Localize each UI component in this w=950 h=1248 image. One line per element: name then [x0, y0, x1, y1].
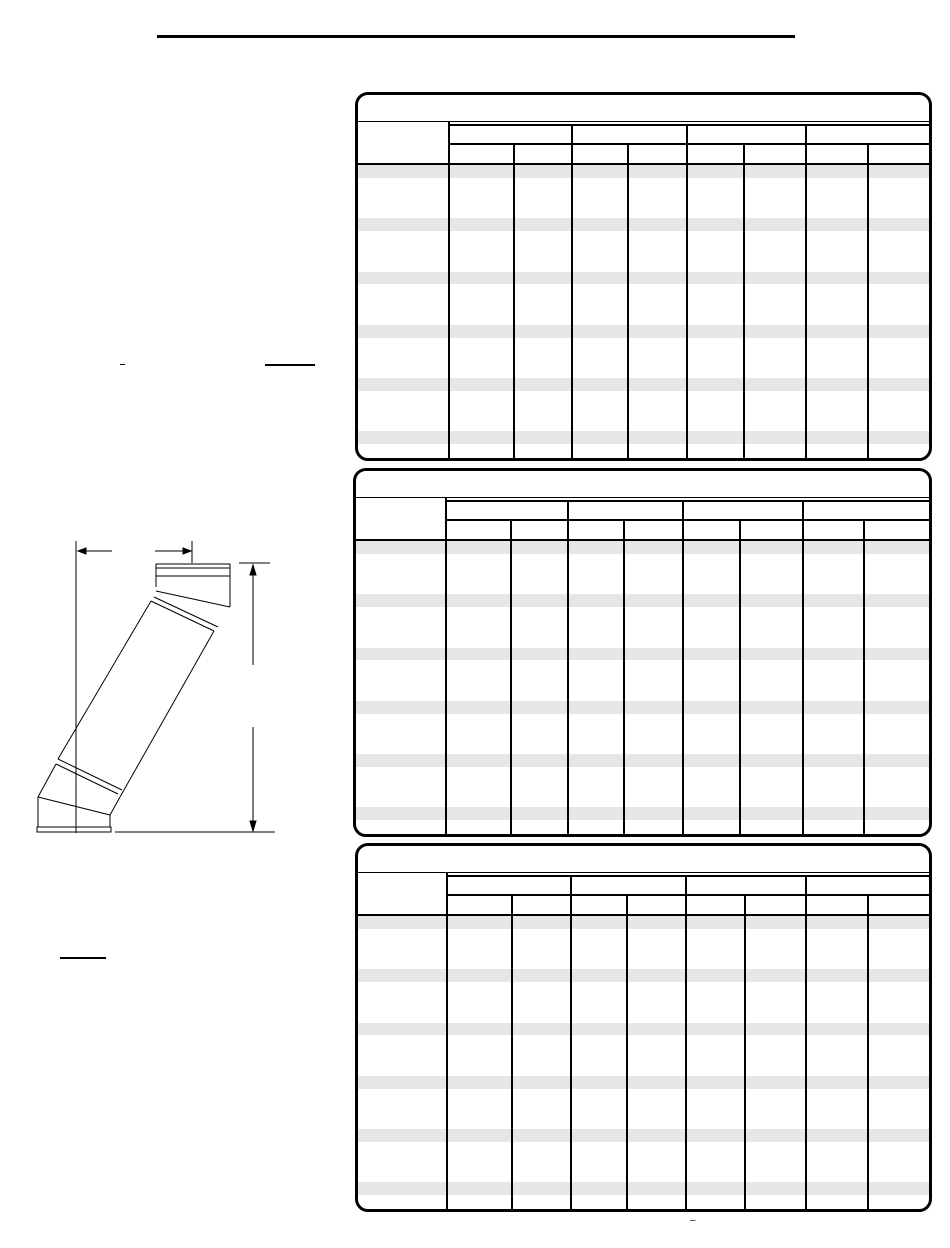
table-row-stripe	[358, 916, 929, 929]
table-row-stripe	[356, 754, 929, 767]
table-column-divider	[567, 500, 569, 834]
table-header-bottom-line	[358, 914, 929, 916]
table-row-stripe	[358, 1023, 929, 1036]
table-1	[355, 92, 932, 461]
table-column-divider	[570, 875, 572, 1209]
table-column-divider	[571, 124, 573, 458]
table-row-stripe	[358, 1182, 929, 1195]
footer-mark: –	[690, 1215, 696, 1226]
table-column-divider	[805, 124, 807, 458]
table-column-divider	[802, 500, 804, 834]
table-row-stripe	[356, 807, 929, 820]
table-column-divider	[446, 872, 448, 1209]
left-mark-dash	[120, 364, 125, 365]
table-row-stripe	[358, 218, 929, 231]
table-row-stripe	[356, 648, 929, 661]
table-2	[353, 468, 932, 837]
table-2-title-bar	[356, 471, 929, 498]
table-column-divider	[448, 121, 450, 458]
table-column-divider	[805, 875, 807, 1209]
table-column-divider	[685, 875, 687, 1209]
table-column-divider	[867, 894, 869, 1209]
table-row-stripe	[358, 969, 929, 982]
table-row-stripe	[358, 325, 929, 338]
table-row-stripe	[358, 1129, 929, 1142]
table-row-stripe	[356, 594, 929, 607]
table-3	[355, 843, 932, 1212]
table-column-divider	[739, 519, 741, 834]
table-column-divider	[513, 143, 515, 458]
table-column-divider	[744, 894, 746, 1209]
table-column-divider	[511, 894, 513, 1209]
header-rule	[157, 35, 795, 38]
table-column-divider	[743, 143, 745, 458]
table-row-stripe	[356, 701, 929, 714]
table-column-divider	[510, 519, 512, 834]
table-row-stripe	[358, 165, 929, 178]
table-subheader-line	[446, 894, 929, 896]
table-group-header-line	[445, 500, 929, 502]
table-column-divider	[626, 894, 628, 1209]
table-column-divider	[863, 519, 865, 834]
table-group-header-line	[446, 875, 929, 877]
table-header-bottom-line	[356, 539, 929, 541]
table-group-header-line	[448, 124, 929, 126]
table-row-stripe	[356, 541, 929, 554]
left-mark-underline-lower	[60, 957, 106, 959]
table-column-divider	[623, 519, 625, 834]
offset-pipe-diagram	[30, 535, 290, 840]
table-row-stripe	[358, 378, 929, 391]
table-row-stripe	[358, 1076, 929, 1089]
table-column-divider	[627, 143, 629, 458]
table-1-title-bar	[358, 95, 929, 122]
table-3-title-bar	[358, 846, 929, 873]
table-header-bottom-line	[358, 163, 929, 165]
table-column-divider	[686, 124, 688, 458]
table-row-stripe	[358, 431, 929, 444]
table-row-stripe	[358, 272, 929, 285]
table-column-divider	[867, 143, 869, 458]
table-column-divider	[682, 500, 684, 834]
left-mark-underline	[265, 364, 315, 366]
table-column-divider	[445, 497, 447, 834]
table-subheader-line	[445, 519, 929, 521]
table-subheader-line	[448, 143, 929, 145]
